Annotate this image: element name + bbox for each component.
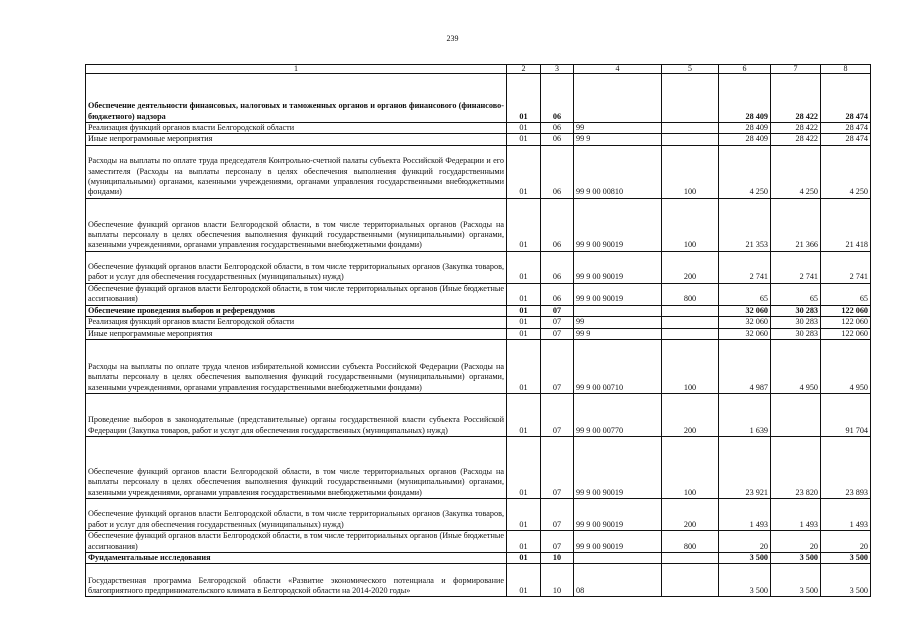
table-row (86, 123, 871, 134)
table-row (86, 198, 871, 251)
amount-year-3: 4 950 (821, 340, 871, 394)
expense-type-code: 200 (662, 251, 719, 283)
amount-year-1: 2 741 (719, 251, 771, 283)
amount-year-1: 32 060 (719, 305, 771, 316)
column-number: 6 (719, 65, 771, 74)
section-code: 01 (507, 328, 541, 339)
amount-year-3: 1 493 (821, 499, 871, 531)
budget-item-name: Государственная программа Белгородской области «Развитие экономического потенциала и формирование благоприятного предпринимательского климата в Белгородской области на 2014-2020 годы» (86, 564, 507, 597)
column-number: 4 (574, 65, 662, 74)
amount-year-2: 30 283 (771, 305, 821, 316)
section-code: 01 (507, 531, 541, 553)
target-article-code: 99 9 00 00770 (574, 394, 662, 437)
amount-year-2: 28 422 (771, 74, 821, 123)
amount-year-1: 28 409 (719, 134, 771, 145)
table-row (86, 328, 871, 339)
column-number: 3 (541, 65, 574, 74)
amount-year-3: 4 250 (821, 145, 871, 198)
target-article-code: 99 9 00 90019 (574, 283, 662, 305)
table-row (86, 145, 871, 198)
expense-type-code (662, 74, 719, 123)
section-code: 01 (507, 198, 541, 251)
target-article-code (574, 305, 662, 316)
amount-year-3: 2 741 (821, 251, 871, 283)
table-row (86, 74, 871, 123)
budget-item-name: Обеспечение функций органов власти Белгородской области, в том числе территориальных органов (Иные бюджетные ассигнования) (86, 283, 507, 305)
budget-item-name: Расходы на выплаты по оплате труда председателя Контрольно-счетной палаты субъекта Российской Федерации и его заместителя (Расходы на выплаты персоналу в целях обеспечения выполнения функций государственными (муниципальными) органами, казенными учреждениями, органами управления государственными внебюджетными фондами) (86, 145, 507, 198)
target-article-code (574, 553, 662, 564)
subsection-code: 06 (541, 283, 574, 305)
target-article-code: 08 (574, 564, 662, 597)
budget-item-name: Реализация функций органов власти Белгородской области (86, 317, 507, 328)
expense-type-code (662, 317, 719, 328)
amount-year-2: 20 (771, 531, 821, 553)
amount-year-1: 4 987 (719, 340, 771, 394)
section-code: 01 (507, 553, 541, 564)
amount-year-1: 65 (719, 283, 771, 305)
budget-item-name: Обеспечение функций органов власти Белгородской области, в том числе территориальных органов (Закупка товаров, работ и услуг для обеспечения государственных (муниципальных) нужд) (86, 251, 507, 283)
amount-year-1: 1 639 (719, 394, 771, 437)
target-article-code: 99 (574, 317, 662, 328)
subsection-code: 07 (541, 531, 574, 553)
table-row (86, 394, 871, 437)
table-row (86, 499, 871, 531)
target-article-code: 99 9 00 90019 (574, 198, 662, 251)
budget-item-name: Обеспечение функций органов власти Белгородской области, в том числе территориальных органов (Расходы на выплаты персоналу в целях обеспечения выполнения функций государственными (муниципальными) органами, казенными учреждениями, органами управления государственными внебюджетными фондами) (86, 437, 507, 499)
section-code: 01 (507, 317, 541, 328)
amount-year-1: 28 409 (719, 74, 771, 123)
table-row (86, 531, 871, 553)
expense-type-code (662, 553, 719, 564)
budget-table (85, 64, 871, 597)
table-row (86, 251, 871, 283)
section-code: 01 (507, 394, 541, 437)
expense-type-code (662, 564, 719, 597)
amount-year-2: 2 741 (771, 251, 821, 283)
subsection-code: 07 (541, 499, 574, 531)
amount-year-3: 23 893 (821, 437, 871, 499)
table-row (86, 305, 871, 316)
budget-item-name: Расходы на выплаты по оплате труда членов избирательной комиссии субъекта Российской Федерации (Расходы на выплаты персоналу в целях обеспечения выполнения функций государственными (муниципальными) органами, казенными учреждениями, органами управления государственными внебюджетными фондами) (86, 340, 507, 394)
table-row (86, 134, 871, 145)
amount-year-2: 65 (771, 283, 821, 305)
budget-item-name: Обеспечение деятельности финансовых, налоговых и таможенных органов и органов финансового (финансово-бюджетного) надзора (86, 74, 507, 123)
amount-year-1: 21 353 (719, 198, 771, 251)
amount-year-2: 3 500 (771, 553, 821, 564)
target-article-code: 99 9 00 90019 (574, 251, 662, 283)
amount-year-3: 65 (821, 283, 871, 305)
section-code: 01 (507, 437, 541, 499)
amount-year-1: 32 060 (719, 317, 771, 328)
amount-year-2: 4 250 (771, 145, 821, 198)
amount-year-2: 23 820 (771, 437, 821, 499)
budget-item-name: Обеспечение функций органов власти Белгородской области, в том числе территориальных органов (Иные бюджетные ассигнования) (86, 531, 507, 553)
expense-type-code: 100 (662, 198, 719, 251)
subsection-code: 06 (541, 198, 574, 251)
budget-item-name: Обеспечение проведения выборов и референдумов (86, 305, 507, 316)
expense-type-code: 100 (662, 340, 719, 394)
column-number: 8 (821, 65, 871, 74)
target-article-code: 99 9 00 90019 (574, 499, 662, 531)
expense-type-code: 100 (662, 437, 719, 499)
subsection-code: 06 (541, 123, 574, 134)
amount-year-3: 3 500 (821, 553, 871, 564)
amount-year-3: 122 060 (821, 305, 871, 316)
subsection-code: 06 (541, 74, 574, 123)
target-article-code: 99 9 00 00810 (574, 145, 662, 198)
target-article-code: 99 9 (574, 134, 662, 145)
amount-year-1: 32 060 (719, 328, 771, 339)
subsection-code: 07 (541, 317, 574, 328)
section-code: 01 (507, 134, 541, 145)
table-row (86, 553, 871, 564)
table-row (86, 317, 871, 328)
budget-item-name: Иные непрограммные мероприятия (86, 328, 507, 339)
section-code: 01 (507, 499, 541, 531)
expense-type-code (662, 123, 719, 134)
subsection-code: 06 (541, 251, 574, 283)
budget-item-name: Обеспечение функций органов власти Белгородской области, в том числе территориальных органов (Закупка товаров, работ и услуг для обеспечения государственных (муниципальных) нужд) (86, 499, 507, 531)
amount-year-1: 1 493 (719, 499, 771, 531)
subsection-code: 10 (541, 564, 574, 597)
page-number: 239 (446, 34, 459, 43)
budget-item-name: Обеспечение функций органов власти Белгородской области, в том числе территориальных органов (Расходы на выплаты персоналу в целях обеспечения выполнения функций государственными (муниципальными) органами, казенными учреждениями, органами управления государственными внебюджетными фондами) (86, 198, 507, 251)
subsection-code: 07 (541, 340, 574, 394)
amount-year-2 (771, 394, 821, 437)
expense-type-code: 100 (662, 145, 719, 198)
amount-year-3: 91 704 (821, 394, 871, 437)
amount-year-3: 122 060 (821, 328, 871, 339)
target-article-code: 99 9 00 90019 (574, 531, 662, 553)
subsection-code: 10 (541, 553, 574, 564)
amount-year-2: 3 500 (771, 564, 821, 597)
subsection-code: 06 (541, 134, 574, 145)
column-number: 5 (662, 65, 719, 74)
amount-year-1: 23 921 (719, 437, 771, 499)
amount-year-2: 30 283 (771, 317, 821, 328)
section-code: 01 (507, 123, 541, 134)
table-row (86, 283, 871, 305)
amount-year-1: 3 500 (719, 553, 771, 564)
expense-type-code: 800 (662, 283, 719, 305)
amount-year-3: 28 474 (821, 134, 871, 145)
amount-year-1: 3 500 (719, 564, 771, 597)
budget-item-name: Реализация функций органов власти Белгородской области (86, 123, 507, 134)
section-code: 01 (507, 305, 541, 316)
amount-year-3: 122 060 (821, 317, 871, 328)
section-code: 01 (507, 340, 541, 394)
section-code: 01 (507, 251, 541, 283)
column-number: 1 (86, 65, 507, 74)
target-article-code: 99 9 00 00710 (574, 340, 662, 394)
amount-year-2: 21 366 (771, 198, 821, 251)
expense-type-code (662, 305, 719, 316)
budget-item-name: Фундаментальные исследования (86, 553, 507, 564)
expense-type-code: 200 (662, 394, 719, 437)
section-code: 01 (507, 74, 541, 123)
amount-year-3: 3 500 (821, 564, 871, 597)
amount-year-3: 20 (821, 531, 871, 553)
section-code: 01 (507, 283, 541, 305)
amount-year-2: 4 950 (771, 340, 821, 394)
amount-year-1: 20 (719, 531, 771, 553)
amount-year-2: 28 422 (771, 134, 821, 145)
subsection-code: 07 (541, 305, 574, 316)
expense-type-code: 200 (662, 499, 719, 531)
budget-item-name: Иные непрограммные мероприятия (86, 134, 507, 145)
column-number: 2 (507, 65, 541, 74)
expense-type-code (662, 328, 719, 339)
target-article-code: 99 (574, 123, 662, 134)
section-code: 01 (507, 145, 541, 198)
amount-year-2: 30 283 (771, 328, 821, 339)
amount-year-3: 21 418 (821, 198, 871, 251)
subsection-code: 07 (541, 394, 574, 437)
table-row (86, 564, 871, 597)
amount-year-1: 4 250 (719, 145, 771, 198)
column-number: 7 (771, 65, 821, 74)
section-code: 01 (507, 564, 541, 597)
target-article-code: 99 9 00 90019 (574, 437, 662, 499)
subsection-code: 06 (541, 145, 574, 198)
amount-year-3: 28 474 (821, 74, 871, 123)
column-number-row (86, 65, 871, 74)
expense-type-code (662, 134, 719, 145)
amount-year-1: 28 409 (719, 123, 771, 134)
amount-year-2: 1 493 (771, 499, 821, 531)
subsection-code: 07 (541, 328, 574, 339)
expense-type-code: 800 (662, 531, 719, 553)
subsection-code: 07 (541, 437, 574, 499)
amount-year-2: 28 422 (771, 123, 821, 134)
target-article-code (574, 74, 662, 123)
table-row (86, 340, 871, 394)
budget-item-name: Проведение выборов в законодательные (представительные) органы государственной власти субъекта Российской Федерации (Закупка товаров, работ и услуг для обеспечения государственных (муниципальных) нужд) (86, 394, 507, 437)
table-row (86, 437, 871, 499)
amount-year-3: 28 474 (821, 123, 871, 134)
target-article-code: 99 9 (574, 328, 662, 339)
